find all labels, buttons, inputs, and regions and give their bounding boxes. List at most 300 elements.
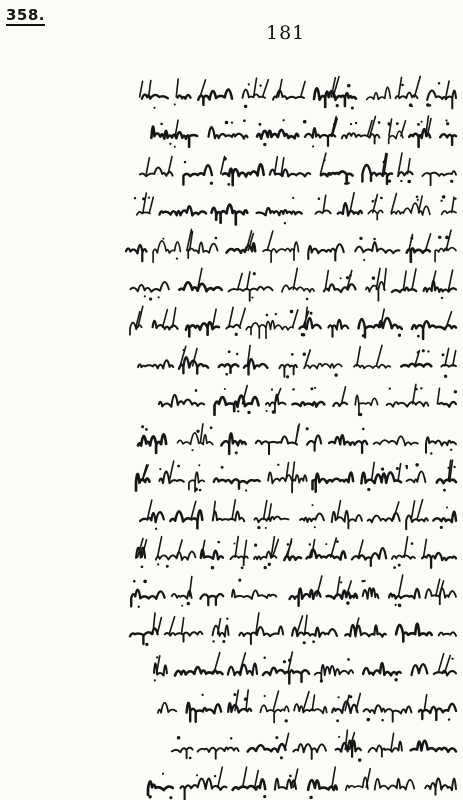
diacritic-dot xyxy=(292,196,294,198)
diacritic-dot xyxy=(177,465,180,468)
handwritten-stroke xyxy=(232,499,235,519)
handwritten-word xyxy=(411,740,456,751)
handwritten-word xyxy=(352,548,386,566)
diacritic-dot xyxy=(340,277,342,279)
diacritic-dot xyxy=(189,756,192,759)
handwritten-word xyxy=(366,281,385,300)
diacritic-dot xyxy=(199,489,202,492)
diacritic-dot xyxy=(401,84,404,87)
handwritten-stroke xyxy=(438,653,444,672)
handwriting-strokes xyxy=(118,76,458,115)
handwritten-word xyxy=(183,165,212,185)
diacritic-dot xyxy=(145,428,148,431)
diacritic-dot xyxy=(454,197,456,199)
diacritic-dot xyxy=(358,413,360,415)
diacritic-dot xyxy=(159,468,161,470)
handwritten-stroke xyxy=(149,81,151,98)
diacritic-dot xyxy=(222,640,225,643)
diacritic-dot xyxy=(153,107,155,109)
diacritic-dot xyxy=(184,161,186,163)
diacritic-dot xyxy=(174,103,176,105)
handwritten-word xyxy=(160,206,207,215)
handwritten-stroke xyxy=(445,655,451,672)
handwritten-stroke xyxy=(285,733,289,749)
diacritic-dot xyxy=(283,660,286,663)
handwriting-strokes xyxy=(118,307,458,346)
handwritten-word xyxy=(200,594,223,605)
diacritic-dot xyxy=(415,463,418,466)
handwritten-stroke xyxy=(176,79,178,97)
handwritten-word xyxy=(126,245,147,261)
handwritten-word xyxy=(425,778,456,794)
handwritten-word xyxy=(354,364,390,368)
handwritten-stroke xyxy=(411,500,414,519)
handwritten-word xyxy=(187,703,222,722)
diacritic-dot xyxy=(430,452,432,454)
handwritten-word xyxy=(401,363,431,366)
diacritic-dot xyxy=(443,489,446,492)
handwritten-word xyxy=(138,434,166,453)
handwritten-word xyxy=(140,512,164,522)
handwritten-stroke xyxy=(169,617,174,634)
diacritic-dot xyxy=(225,372,228,375)
diacritic-dot xyxy=(263,656,266,659)
handwriting-strokes xyxy=(118,230,458,269)
handwritten-stroke xyxy=(305,615,307,634)
handwritten-word xyxy=(367,87,391,99)
handwritten-word xyxy=(233,779,266,790)
diacritic-dot xyxy=(146,643,149,646)
diacritic-dot xyxy=(312,145,314,147)
handwriting-strokes xyxy=(118,153,458,192)
diacritic-dot xyxy=(406,467,408,469)
handwritten-word xyxy=(305,128,335,146)
handwritten-stroke xyxy=(293,268,297,289)
handwritten-word xyxy=(172,590,192,598)
diacritic-dot xyxy=(338,735,340,737)
manuscript-line xyxy=(118,153,458,192)
diacritic-dot xyxy=(381,719,384,722)
diacritic-dot xyxy=(254,544,257,547)
diacritic-dot xyxy=(417,122,420,125)
handwritten-word xyxy=(361,472,401,483)
diacritic-dot xyxy=(336,719,339,722)
manuscript-line xyxy=(118,538,458,577)
handwritten-word xyxy=(290,588,321,605)
diacritic-dot xyxy=(309,796,312,799)
handwritten-word xyxy=(389,131,403,143)
handwritten-stroke xyxy=(350,192,354,212)
diacritic-dot xyxy=(396,467,399,470)
handwritten-word xyxy=(327,590,357,598)
handwritten-stroke xyxy=(244,540,246,557)
diacritic-dot xyxy=(310,312,313,315)
handwritten-word xyxy=(172,747,193,758)
handwritten-word xyxy=(198,747,239,758)
diacritic-dot xyxy=(347,658,350,661)
diacritic-dot xyxy=(383,161,386,164)
handwritten-word xyxy=(369,741,402,756)
handwritten-word xyxy=(387,402,429,407)
handwritten-stroke xyxy=(424,695,426,711)
diacritic-dot xyxy=(238,578,241,581)
handwritten-word xyxy=(392,555,415,558)
manuscript-line xyxy=(118,269,458,308)
handwritten-stroke xyxy=(297,616,303,634)
handwritten-word xyxy=(219,364,239,373)
diacritic-dot xyxy=(394,678,397,681)
handwritten-stroke xyxy=(149,197,153,213)
handwriting-strokes xyxy=(118,577,458,616)
diacritic-dot xyxy=(445,236,449,240)
diacritic-dot xyxy=(302,333,305,336)
diacritic-dot xyxy=(325,543,327,545)
diacritic-dot xyxy=(410,237,413,240)
diacritic-dot xyxy=(389,387,391,389)
diacritic-dot xyxy=(409,103,413,107)
diacritic-dot xyxy=(362,427,365,430)
handwritten-stroke xyxy=(412,268,416,288)
diacritic-dot xyxy=(453,466,455,468)
diacritic-dot xyxy=(263,795,266,798)
diacritic-dot xyxy=(350,122,352,124)
diacritic-dot xyxy=(223,157,227,161)
diacritic-dot xyxy=(314,387,316,389)
diacritic-dot xyxy=(235,451,238,454)
diacritic-dot xyxy=(440,199,442,201)
diacritic-dot xyxy=(236,352,239,355)
manuscript-line xyxy=(118,423,458,462)
diacritic-dot xyxy=(355,121,357,123)
diacritic-dot xyxy=(347,84,351,88)
handwritten-word xyxy=(156,552,196,561)
diacritic-dot xyxy=(148,196,150,198)
handwritten-word xyxy=(315,664,353,679)
handwritten-stroke xyxy=(366,769,370,788)
handwritten-word xyxy=(239,626,283,644)
handwritten-word xyxy=(186,322,219,336)
diacritic-dot xyxy=(420,387,422,389)
handwritten-stroke xyxy=(325,270,328,289)
handwritten-word xyxy=(364,705,412,721)
handwritten-stroke xyxy=(341,387,345,404)
diacritic-dot xyxy=(141,425,144,428)
handwritten-stroke xyxy=(398,77,401,97)
handwritten-word xyxy=(213,625,229,636)
handwritten-word xyxy=(363,663,401,675)
diacritic-dot xyxy=(233,693,236,696)
diacritic-dot xyxy=(277,464,279,466)
handwritten-stroke xyxy=(255,771,259,788)
diacritic-dot xyxy=(275,313,277,315)
handwritten-stroke xyxy=(356,693,360,710)
handwritten-word xyxy=(213,511,245,521)
handwritten-word xyxy=(440,134,456,145)
diacritic-dot xyxy=(196,429,199,432)
handwritten-word xyxy=(293,744,326,759)
handwritten-word xyxy=(142,95,168,99)
handwritten-word xyxy=(227,243,256,253)
diacritic-dot xyxy=(162,773,164,775)
handwritten-word xyxy=(433,511,456,521)
diacritic-dot xyxy=(427,350,429,352)
diacritic-dot xyxy=(133,579,136,582)
diacritic-dot xyxy=(275,736,278,739)
diacritic-dot xyxy=(289,775,292,778)
handwriting-strokes xyxy=(118,692,458,731)
handwritten-stroke xyxy=(191,501,196,519)
diacritic-dot xyxy=(426,103,429,106)
manuscript-line xyxy=(118,230,458,269)
diacritic-dot xyxy=(235,333,238,336)
handwritten-stroke xyxy=(263,80,269,97)
diacritic-dot xyxy=(272,410,276,414)
handwritten-stroke xyxy=(301,82,305,98)
handwritten-word xyxy=(355,395,377,415)
handwritten-stroke xyxy=(213,501,215,519)
diacritic-dot xyxy=(367,488,370,491)
handwritten-stroke xyxy=(426,234,431,251)
handwritten-word xyxy=(159,395,204,407)
handwritten-stroke xyxy=(213,309,217,327)
handwritten-stroke xyxy=(303,692,309,711)
diacritic-dot xyxy=(176,257,178,259)
handwritten-word xyxy=(355,242,399,253)
handwriting-strokes xyxy=(118,654,458,693)
handwritten-stroke xyxy=(169,461,173,480)
diacritic-dot xyxy=(292,388,295,391)
handwritten-word xyxy=(229,286,273,300)
handwritten-stroke xyxy=(446,81,449,97)
diacritic-dot xyxy=(438,236,441,239)
diacritic-dot xyxy=(309,543,311,545)
handwriting-strokes xyxy=(118,423,458,462)
diacritic-dot xyxy=(287,543,290,546)
diacritic-dot xyxy=(444,374,447,377)
handwritten-word xyxy=(304,363,342,368)
handwriting-strokes xyxy=(118,615,458,654)
handwritten-stroke xyxy=(437,388,439,404)
handwritten-word xyxy=(228,703,251,712)
handwritten-stroke xyxy=(235,537,238,558)
handwritten-word xyxy=(294,704,327,713)
diacritic-dot xyxy=(416,195,419,198)
diacritic-dot xyxy=(398,564,401,567)
diacritic-dot xyxy=(266,314,269,317)
handwriting-strokes xyxy=(118,115,458,154)
diacritic-dot xyxy=(318,197,321,200)
diacritic-dot xyxy=(166,565,169,568)
diacritic-dot xyxy=(310,387,313,390)
diacritic-dot xyxy=(450,448,452,450)
handwritten-word xyxy=(346,777,368,790)
handwritten-stroke xyxy=(218,767,223,787)
handwritten-word xyxy=(198,89,232,104)
diacritic-dot xyxy=(349,695,352,698)
handwritten-word xyxy=(178,432,213,444)
diacritic-dot xyxy=(378,121,381,124)
diacritic-dot xyxy=(441,296,443,298)
diacritic-dot xyxy=(182,348,184,350)
handwritten-word xyxy=(328,320,348,337)
diacritic-dot xyxy=(312,640,315,643)
handwritten-word xyxy=(230,556,247,565)
handwritten-stroke xyxy=(391,193,396,212)
page-number: 358. xyxy=(6,6,46,24)
diacritic-dot xyxy=(395,603,397,605)
diacritic-dot xyxy=(263,142,266,145)
diacritic-dot xyxy=(389,123,392,126)
handwritten-word xyxy=(158,703,176,713)
diacritic-dot xyxy=(157,563,159,565)
diacritic-dot xyxy=(243,119,246,122)
handwritten-stroke xyxy=(146,158,149,174)
handwritten-stroke xyxy=(403,271,406,289)
handwritten-word xyxy=(257,208,302,215)
manuscript-line xyxy=(118,115,458,154)
diacritic-dot xyxy=(288,658,292,662)
handwritten-word xyxy=(209,127,248,138)
handwritten-stroke xyxy=(200,80,206,97)
diacritic-dot xyxy=(400,180,402,182)
diacritic-dot xyxy=(211,566,214,569)
diacritic-dot xyxy=(303,352,306,355)
handwritten-word xyxy=(140,168,173,177)
diacritic-dot xyxy=(420,120,422,122)
manuscript-line xyxy=(118,577,458,616)
diacritic-dot xyxy=(381,468,384,471)
diacritic-dot xyxy=(271,388,273,390)
diacritic-dot xyxy=(142,197,145,200)
handwritten-stroke xyxy=(275,157,278,174)
diacritic-dot xyxy=(201,694,203,696)
handwritten-stroke xyxy=(417,499,423,519)
handwritten-stroke xyxy=(414,76,420,97)
diacritic-dot xyxy=(266,410,268,412)
handwritten-stroke xyxy=(240,308,246,327)
diacritic-dot xyxy=(323,159,325,161)
diacritic-dot xyxy=(290,310,294,314)
diacritic-dot xyxy=(393,566,396,569)
diacritic-dot xyxy=(225,120,229,124)
handwritten-stroke xyxy=(384,268,386,289)
handwriting-strokes xyxy=(118,192,458,231)
handwritten-word xyxy=(165,632,203,642)
diacritic-dot xyxy=(264,695,266,697)
diacritic-dot xyxy=(227,183,230,186)
handwritten-word xyxy=(248,744,286,752)
handwritten-word xyxy=(412,664,428,675)
handwritten-stroke xyxy=(389,119,392,136)
diacritic-dot xyxy=(226,618,228,620)
diacritic-dot xyxy=(195,389,198,392)
diacritic-dot xyxy=(446,122,449,125)
diacritic-dot xyxy=(158,296,160,298)
handwritten-word xyxy=(363,588,379,599)
diacritic-dot xyxy=(141,566,144,569)
diacritic-dot xyxy=(231,121,233,123)
diacritic-dot xyxy=(215,237,218,240)
diacritic-dot xyxy=(210,182,213,185)
diacritic-dot xyxy=(291,353,294,356)
handwritten-stroke xyxy=(238,273,242,289)
diacritic-dot xyxy=(314,526,316,528)
diacritic-dot xyxy=(388,180,391,183)
handwritten-stroke xyxy=(321,153,326,174)
handwritten-stroke xyxy=(424,539,427,557)
handwritten-stroke xyxy=(287,539,291,557)
handwritten-stroke xyxy=(312,540,315,558)
handwritten-word xyxy=(313,473,354,492)
diacritic-dot xyxy=(367,718,370,721)
handwritten-word xyxy=(422,553,456,568)
handwriting-strokes xyxy=(118,346,458,385)
handwritten-word xyxy=(300,513,324,521)
handwritten-stroke xyxy=(391,733,394,749)
diacritic-dot xyxy=(445,119,447,121)
diacritic-dot xyxy=(253,272,256,275)
handwritten-stroke xyxy=(312,695,314,711)
diacritic-dot xyxy=(280,756,283,759)
handwritten-word xyxy=(256,436,297,454)
handwritten-word xyxy=(362,165,392,184)
handwritten-word xyxy=(342,133,380,143)
handwritten-stroke xyxy=(449,270,453,289)
handwritten-word xyxy=(389,588,420,598)
diacritic-dot xyxy=(191,449,193,451)
handwritten-word xyxy=(223,164,264,185)
diacritic-dot xyxy=(160,122,163,125)
manuscript-line xyxy=(118,692,458,731)
handwritten-word xyxy=(214,478,260,488)
handwritten-stroke xyxy=(143,193,146,213)
manuscript-line xyxy=(118,654,458,693)
diacritic-dot xyxy=(306,427,309,430)
handwritten-word xyxy=(292,402,324,407)
handwritten-stroke xyxy=(419,196,423,213)
handwritten-stroke xyxy=(240,652,246,672)
handwritten-stroke xyxy=(331,538,337,557)
manuscript-line xyxy=(118,461,458,500)
handwritten-stroke xyxy=(453,350,456,365)
handwritten-stroke xyxy=(273,691,278,711)
diacritic-dot xyxy=(320,679,323,682)
handwritten-word xyxy=(441,364,456,366)
handwritten-stroke xyxy=(153,613,155,634)
handwritten-word xyxy=(282,285,314,292)
handwritten-stroke xyxy=(413,384,416,403)
handwritten-word xyxy=(221,433,246,454)
diacritic-dot xyxy=(257,525,260,528)
diacritic-dot xyxy=(362,334,365,337)
diacritic-dot xyxy=(358,758,361,761)
diacritic-dot xyxy=(359,237,362,240)
manuscript-line xyxy=(118,731,458,770)
diacritic-dot xyxy=(440,525,443,528)
handwritten-stroke xyxy=(293,310,298,327)
handwritten-word xyxy=(442,211,456,214)
handwritten-stroke xyxy=(267,231,273,250)
handwritten-stroke xyxy=(173,308,176,327)
diacritic-dot xyxy=(372,276,375,279)
handwritten-word xyxy=(178,95,191,99)
diacritic-dot xyxy=(154,679,156,681)
handwritten-stroke xyxy=(264,500,267,519)
handwritten-word xyxy=(254,516,288,522)
handwritten-word xyxy=(422,171,456,185)
handwritten-word xyxy=(263,667,309,683)
handwritten-word xyxy=(151,126,197,146)
